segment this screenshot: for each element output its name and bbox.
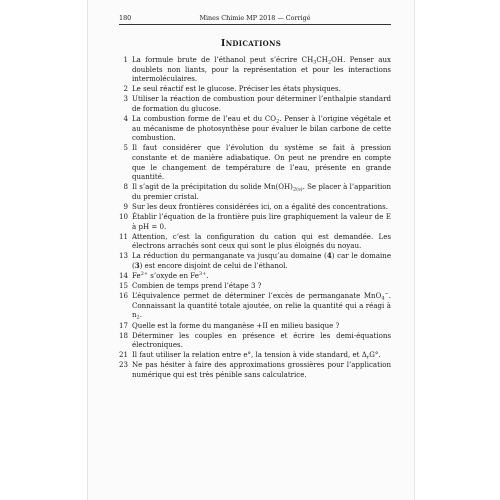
hint-item (119, 350, 391, 360)
hint-text: L’équivalence permet de déterminer l’excès de permanganate MnO$_4$−. Connaissant la quantité totale ajoutée, on relie la quantité qui a réagi à $n_2$. (132, 291, 391, 322)
hint-text: La combustion forme de l’eau et du $CO_2$. Penser à l’origine végétale et au mécanisme de photosynthèse pour évaluer le bilan carbone de cette combustion. (132, 114, 392, 143)
hint-item (119, 202, 391, 212)
page-number: 180 (119, 14, 132, 22)
hint-item (119, 321, 391, 331)
hint-item (119, 94, 391, 113)
hint-number: 9 (123, 201, 128, 211)
running-header (119, 14, 391, 25)
hint-number: 13 (119, 251, 128, 261)
hint-number: 15 (119, 281, 128, 291)
hint-text: La réduction du permanganate va jusqu’au domaine (4) car le domaine (3) est encore disjoint de celui de l’éthanol. (132, 251, 391, 270)
hint-text: Il s’agit de la précipitation du solide $Mn(OH)_{2(s)}$. Se placer à l’apparition du premier cristal. (132, 182, 391, 201)
hint-text: Sur les deux frontières considérées ici, on a égalité des concentrations. (132, 201, 389, 211)
hint-number: 18 (119, 330, 128, 340)
hint-number: 16 (119, 291, 128, 301)
hint-number: 21 (119, 350, 128, 360)
hint-item (119, 271, 391, 281)
hint-item (119, 143, 391, 181)
hint-text: Il faut considérer que l’évolution du système se fait à pression constante et de manière adiabatique. On peut ne prendre en compte que le changement de température de l’eau, présente en grande quantité. (132, 143, 391, 182)
hint-item (119, 251, 391, 270)
hint-item (119, 84, 391, 94)
document-page (87, 0, 415, 500)
running-title: Mines Chimie MP 2018 — Corrigé (199, 14, 311, 22)
hint-number: 11 (119, 231, 128, 241)
hint-number: 23 (119, 360, 128, 370)
hint-text: $Fe^{2+}$ s’oxyde en $Fe^{3+}$. (132, 271, 209, 281)
hint-item (119, 212, 391, 231)
hint-text: Établir l’équation de la frontière puis lire graphiquement la valeur de E à pH = 0. (132, 212, 391, 231)
hint-number: 3 (123, 94, 128, 104)
hint-text: Ne pas hésiter à faire des approximations grossières pour l’application numérique qui est très pénible sans calculatrice. (132, 360, 391, 379)
section-title: Indications (220, 38, 282, 49)
hint-number: 2 (123, 84, 128, 94)
hint-number: 8 (123, 182, 128, 192)
hint-number: 4 (123, 114, 128, 124)
hint-text: Le seul réactif est le glucose. Préciser les états physiques. (132, 84, 341, 94)
hint-text: La formule brute de l’éthanol peut s’écrire $CH_3CH_2OH$. Penser aux doublets non liants, pour la représentation et pour les interactions intermoléculaires. (132, 55, 391, 84)
hint-number: 17 (119, 320, 128, 330)
hint-number: 1 (123, 55, 128, 64)
hint-item (119, 360, 391, 379)
hint-text: Attention, c’est la configuration du cation qui est demandée. Les électrons arrachés sont ceux qui sont le plus éloignés du noyau. (132, 231, 391, 251)
hint-text: Utiliser la réaction de combustion pour déterminer l’enthalpie standard de formation du glucose. (132, 94, 391, 113)
hint-item (119, 182, 391, 201)
hints-list (119, 55, 391, 380)
hint-number: 5 (123, 143, 128, 153)
hint-number: 10 (119, 212, 128, 221)
hint-text: Déterminer les couples en présence et écrire les demi-équations électroniques. (132, 330, 391, 350)
hint-item (119, 281, 391, 291)
hint-text: Combien de temps prend l’étape 3 ? (132, 281, 262, 291)
hint-number: 14 (119, 271, 128, 281)
hint-item (119, 232, 391, 251)
hint-text: Il faut utiliser la relation entre e°, la tension à vide standard, et $\Delta_rG^\circ$. (132, 350, 381, 361)
hint-item (119, 55, 391, 84)
hint-item (119, 291, 391, 320)
hint-item (119, 114, 391, 143)
hint-item (119, 331, 391, 350)
hint-text: Quelle est la forme du manganèse +II en milieu basique ? (132, 320, 340, 330)
